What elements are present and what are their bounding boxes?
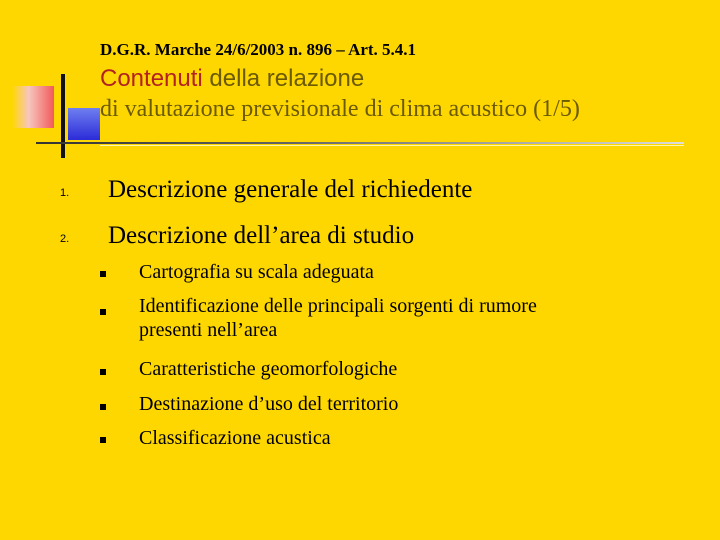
square-bullet-icon [100,437,106,443]
item-text: Descrizione dell’area di studio [108,222,415,249]
item-number: 2. [60,233,70,245]
title-accent-word: Contenuti [100,65,203,92]
square-bullet-icon [100,404,106,410]
title-line-2: di valutazione previsionale di clima acustico (1/5) [100,96,580,122]
red-gradient-square-decoration [12,86,54,128]
slide-subtitle: D.G.R. Marche 24/6/2003 n. 896 – Art. 5.4.1 [100,40,417,59]
square-bullet-icon [100,309,106,315]
title-line-1 [100,64,580,94]
sub-item-text-line-1: Identificazione delle principali sorgenti di rumore [139,295,537,317]
sub-item-text-line-2: presenti nell’area [139,319,278,341]
vertical-rule-decoration [61,74,65,158]
sub-item-text: Caratteristiche geomorfologiche [139,358,398,380]
item-text: Descrizione generale del richiedente [108,176,473,203]
square-bullet-icon [100,271,106,277]
square-bullet-icon [100,369,106,375]
sub-item-text: Classificazione acustica [139,427,331,449]
title-line-1-rest: della relazione [202,65,365,92]
sub-item-text: Cartografia su scala adeguata [139,261,374,283]
blue-square-decoration [68,108,100,140]
horizontal-rule-decoration [36,142,684,144]
slide-title [100,64,580,124]
sub-item-text [139,294,537,342]
item-number: 1. [60,187,70,199]
horizontal-rule-highlight [100,145,684,146]
sub-item-text: Destinazione d’uso del territorio [139,393,399,415]
